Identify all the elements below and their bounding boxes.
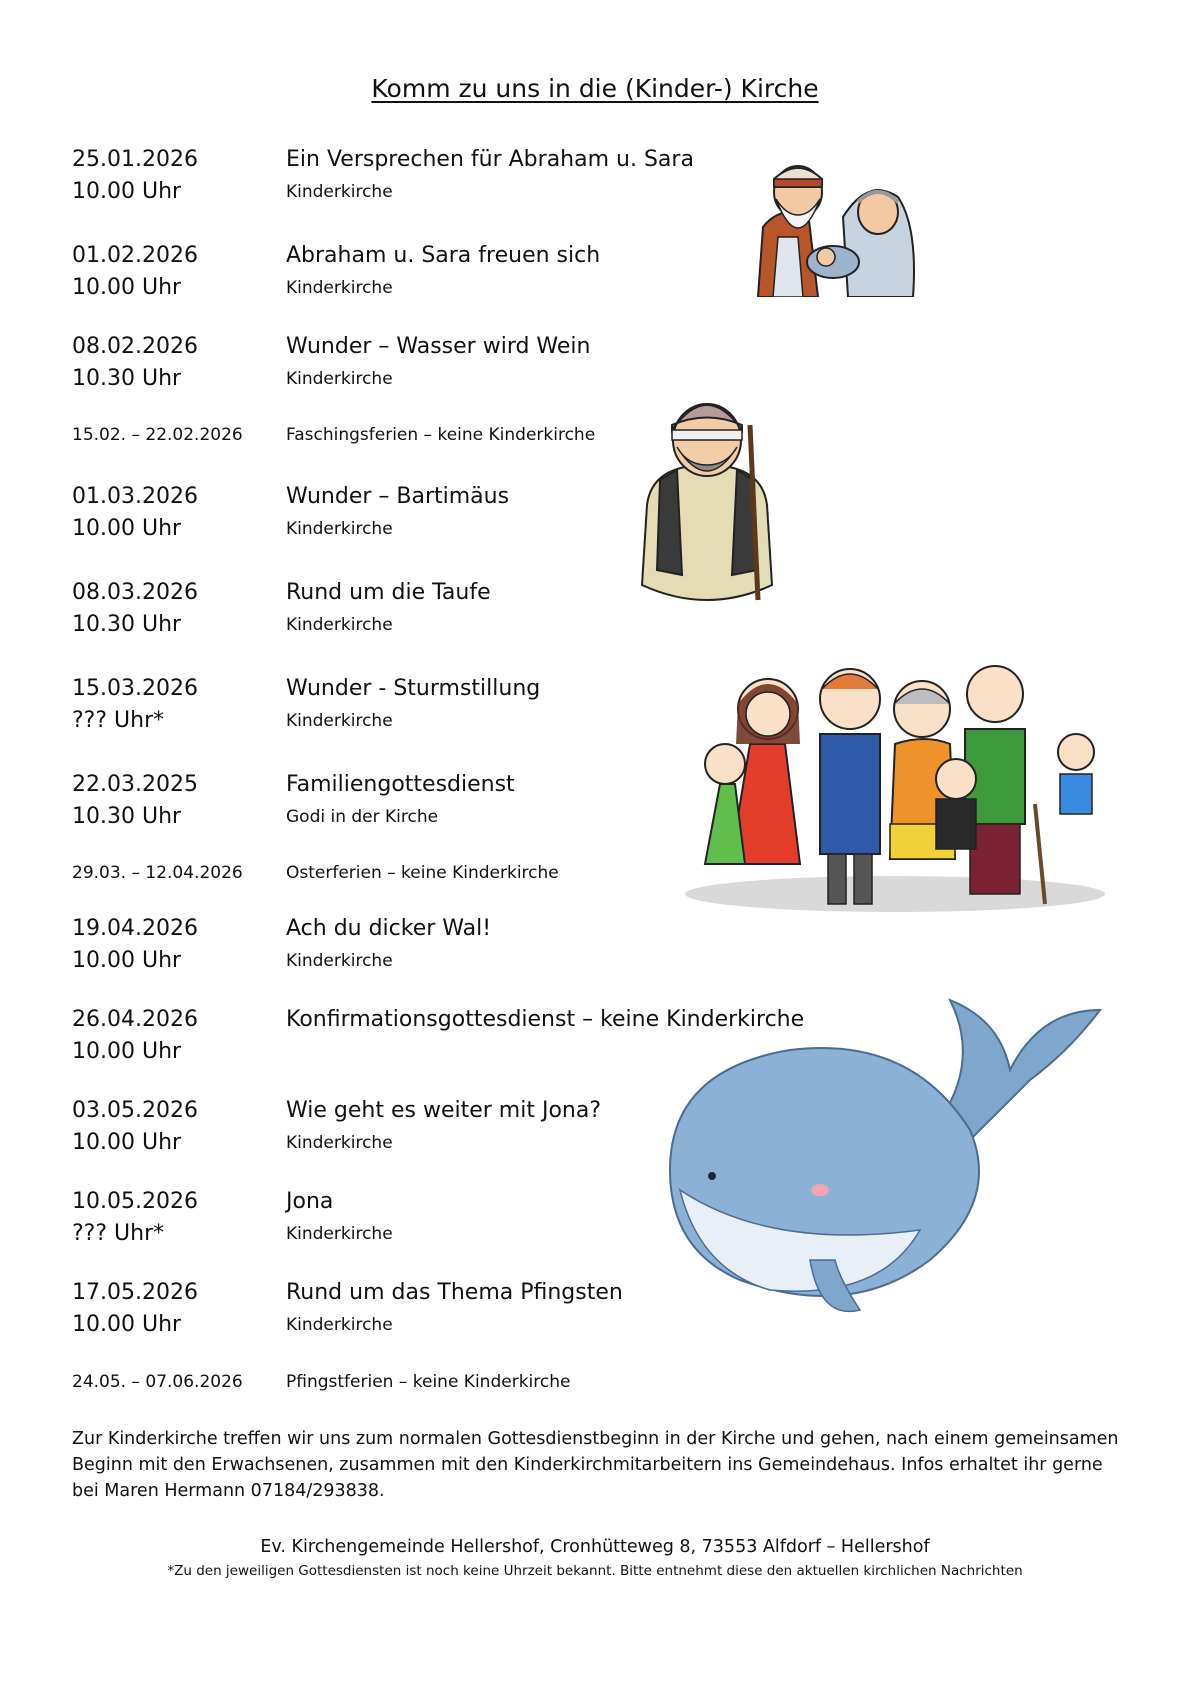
entry-date: 01.03.2026 bbox=[72, 484, 198, 509]
entry-date: 25.01.2026 bbox=[72, 147, 198, 172]
bartimaeus-illustration bbox=[632, 385, 782, 610]
break-range: 15.02. – 22.02.2026 bbox=[72, 425, 243, 445]
entry-topic: Wie geht es weiter mit Jona? bbox=[286, 1098, 602, 1123]
entry-time: 10.00 Uhr bbox=[72, 275, 182, 300]
page-title: Komm zu uns in die (Kinder-) Kirche bbox=[371, 74, 819, 103]
whale-illustration bbox=[650, 980, 1110, 1320]
entry-time: 10.00 Uhr bbox=[72, 1130, 182, 1155]
entry-subtitle: Kinderkirche bbox=[286, 951, 393, 971]
entry-topic: Abraham u. Sara freuen sich bbox=[286, 243, 601, 268]
entry-topic: Ein Versprechen für Abraham u. Sara bbox=[286, 147, 694, 172]
entry-subtitle: Kinderkirche bbox=[286, 615, 393, 635]
entry-date: 08.03.2026 bbox=[72, 580, 198, 605]
abraham-sara-illustration bbox=[738, 157, 958, 297]
entry-date: 26.04.2026 bbox=[72, 1007, 198, 1032]
entry-date: 19.04.2026 bbox=[72, 916, 198, 941]
entry-topic: Familiengottesdienst bbox=[286, 772, 515, 797]
entry-subtitle: Godi in der Kirche bbox=[286, 807, 439, 827]
entry-subtitle: Kinderkirche bbox=[286, 1315, 393, 1335]
entry-subtitle: Kinderkirche bbox=[286, 369, 393, 389]
entry-topic: Ach du dicker Wal! bbox=[286, 916, 492, 941]
break-text: Osterferien – keine Kinderkirche bbox=[286, 863, 559, 883]
entry-subtitle: Kinderkirche bbox=[286, 519, 393, 539]
entry-topic: Jona bbox=[286, 1189, 334, 1214]
entry-subtitle: Kinderkirche bbox=[286, 278, 393, 298]
entry-time: 10.00 Uhr bbox=[72, 948, 182, 973]
entry-date: 10.05.2026 bbox=[72, 1189, 198, 1214]
entry-topic: Rund um die Taufe bbox=[286, 580, 491, 605]
entry-date: 01.02.2026 bbox=[72, 243, 198, 268]
entry-time: 10.00 Uhr bbox=[72, 516, 182, 541]
entry-subtitle: Kinderkirche bbox=[286, 182, 393, 202]
entry-subtitle: Kinderkirche bbox=[286, 711, 393, 731]
break-range: 24.05. – 07.06.2026 bbox=[72, 1372, 243, 1392]
entry-topic: Wunder - Sturmstillung bbox=[286, 676, 541, 701]
entry-date: 03.05.2026 bbox=[72, 1098, 198, 1123]
entry-date: 22.03.2025 bbox=[72, 772, 198, 797]
entry-topic: Wunder – Wasser wird Wein bbox=[286, 334, 591, 359]
entry-time: 10.00 Uhr bbox=[72, 1039, 182, 1064]
entry-subtitle: Kinderkirche bbox=[286, 1224, 393, 1244]
entry-time: 10.30 Uhr bbox=[72, 804, 182, 829]
entry-time: 10.00 Uhr bbox=[72, 179, 182, 204]
break-text: Faschingsferien – keine Kinderkirche bbox=[286, 425, 596, 445]
entry-date: 17.05.2026 bbox=[72, 1280, 198, 1305]
entry-date: 08.02.2026 bbox=[72, 334, 198, 359]
entry-topic: Wunder – Bartimäus bbox=[286, 484, 510, 509]
footer-note: *Zu den jeweiligen Gottesdiensten ist noch keine Uhrzeit bekannt. Bitte entnehmt diese den aktuellen kirchlichen Nachrichten bbox=[167, 1563, 1023, 1579]
entry-time: ??? Uhr* bbox=[72, 708, 165, 733]
entry-topic: Rund um das Thema Pfingsten bbox=[286, 1280, 623, 1305]
entry-time: 10.30 Uhr bbox=[72, 612, 182, 637]
footer-address: Ev. Kirchengemeinde Hellershof, Cronhütteweg 8, 73553 Alfdorf – Hellershof bbox=[260, 1537, 930, 1557]
entry-topic: Konfirmationsgottesdienst – keine Kinderkirche bbox=[286, 1007, 805, 1032]
break-text: Pfingstferien – keine Kinderkirche bbox=[286, 1372, 571, 1392]
entry-subtitle: Kinderkirche bbox=[286, 1133, 393, 1153]
break-range: 29.03. – 12.04.2026 bbox=[72, 863, 243, 883]
entry-time: ??? Uhr* bbox=[72, 1221, 165, 1246]
entry-date: 15.03.2026 bbox=[72, 676, 198, 701]
info-paragraph: Zur Kinderkirche treffen wir uns zum normalen Gottesdienstbeginn in der Kirche und gehen, nach einem gemeinsamen Beginn mit den Erwachsenen, zusammen mit den Kinderkirchmitarbeitern ins Gemeindehaus. Infos erhaltet ihr gerne bei Maren Hermann 07184/293838. bbox=[72, 1429, 1119, 1501]
entry-time: 10.00 Uhr bbox=[72, 1312, 182, 1337]
entry-time: 10.30 Uhr bbox=[72, 366, 182, 391]
family-illustration bbox=[680, 634, 1110, 919]
